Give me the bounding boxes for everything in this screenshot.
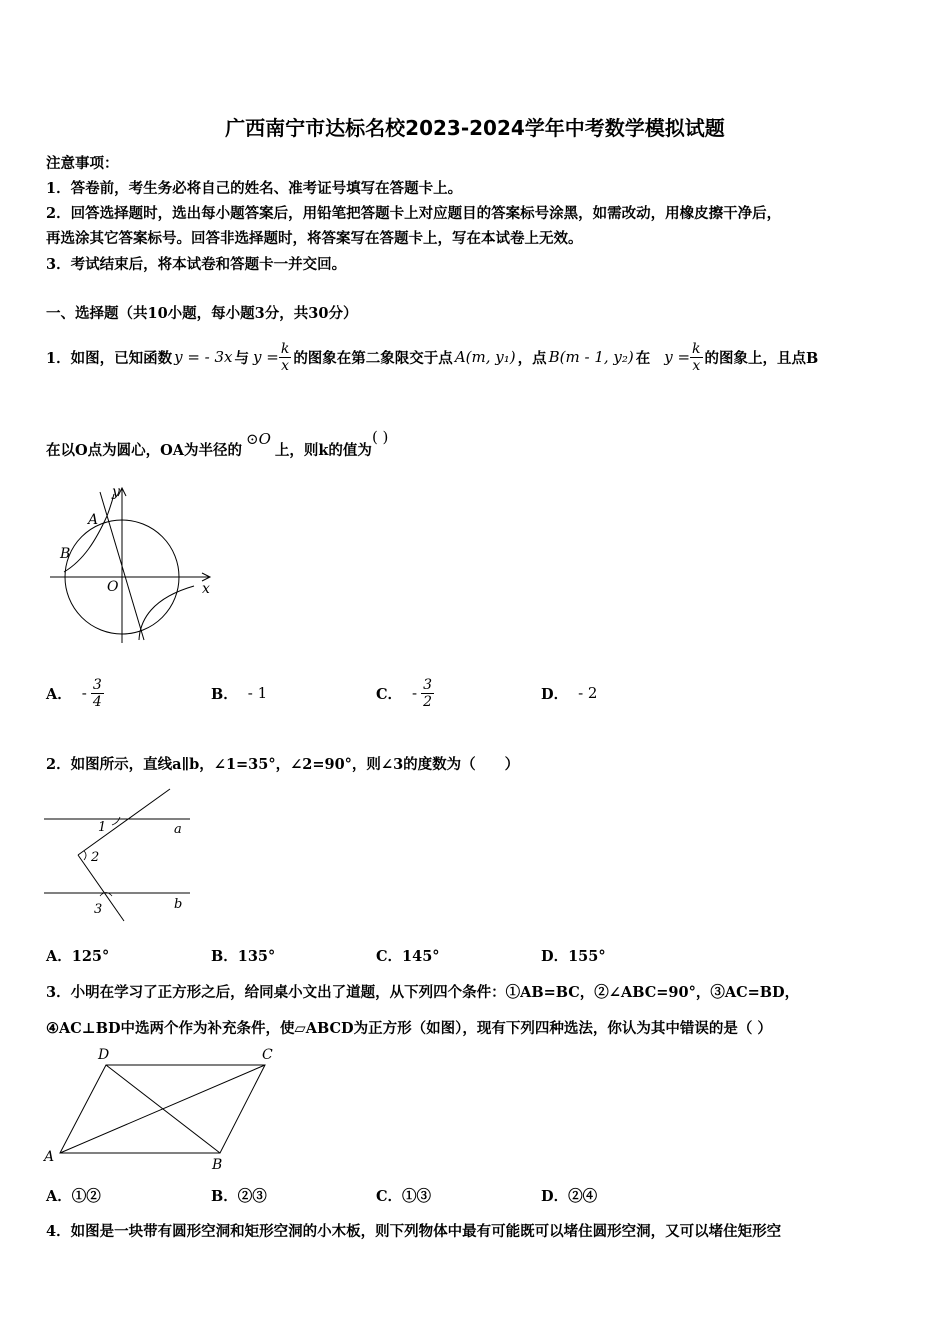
q2-option-d[interactable]: D．155° — [541, 948, 606, 965]
q1-math-y-2: y = — [664, 348, 691, 366]
q1-point-a: A(m, y₁) — [454, 348, 516, 366]
q3-line2: ④AC⊥BD中选两个作为补充条件，使▱ABCD为正方形（如图），现有下列四种选法，你认为其中错误的是（ ） — [46, 1020, 772, 1037]
q3-label-d: D — [98, 1047, 110, 1063]
q3-label-c: C — [262, 1047, 273, 1063]
q1-option-c[interactable] — [376, 668, 434, 718]
q1-label-x: x — [202, 581, 210, 597]
q1-label-a: A — [88, 512, 99, 528]
q1-option-a[interactable] — [46, 668, 104, 718]
q3-option-c[interactable]: C．①③ — [376, 1188, 432, 1205]
q1-text-6: 的图象上，且点B — [704, 349, 819, 367]
q1-option-b[interactable] — [211, 668, 267, 718]
q2-option-a[interactable]: A．125° — [46, 948, 110, 965]
q1-option-a-sign: - — [81, 684, 87, 702]
q2-angle-2-mark — [84, 851, 86, 860]
notice-heading: 注意事项： — [46, 155, 119, 172]
q1-label-b: B — [60, 546, 71, 562]
q3-label-b: B — [212, 1157, 223, 1173]
q2-label-1: 1 — [98, 820, 107, 835]
q4-text: 4．如图是一块带有圆形空洞和矩形空洞的小木板，则下列物体中最有可能既可以堵住圆形空洞，又可以堵住矩形空 — [46, 1223, 782, 1240]
q2-text: 2．如图所示，直线a∥b，∠1=35°，∠2=90°，则∠3的度数为（ ） — [46, 756, 520, 773]
q1-option-c-fraction: $\frac{3}{2}$ — [423, 676, 433, 710]
q1-circle-o: ⊙O — [246, 430, 271, 448]
q2-option-b[interactable]: B．135° — [211, 948, 276, 965]
q1-math-y: y = — [253, 348, 279, 366]
q1-text-8: 上，则k的值为 — [274, 442, 372, 459]
q2-label-3: 3 — [94, 902, 103, 917]
q1-text-5: 在 — [635, 349, 651, 367]
notice-item-1: 1．答卷前，考生务必将自己的姓名、准考证号填写在答题卡上。 — [46, 180, 463, 197]
q1-option-d-value: - 2 — [578, 684, 598, 702]
q1-label-y: y — [112, 484, 120, 500]
q1-text-2: 与 — [234, 349, 250, 367]
q3-option-b[interactable]: B．②③ — [211, 1188, 267, 1205]
q1-text-3: 的图象在第二象限交于点 — [293, 349, 453, 367]
q1-text-1: 1．如图，已知函数 — [46, 349, 173, 367]
q1-figure — [44, 480, 219, 650]
q1-option-d[interactable] — [541, 668, 597, 718]
q2-figure — [44, 785, 194, 925]
q1-fraction-k-x: $\frac{k}{x}$ — [280, 340, 290, 374]
q2-angle-1-arc — [112, 817, 120, 825]
q2-label-a: a — [174, 822, 182, 837]
section-heading: 一、选择题（共10小题，每小题3分，共30分） — [46, 305, 358, 322]
q1-line2 — [46, 424, 388, 460]
q2-label-2: 2 — [91, 850, 100, 865]
q3-option-d[interactable]: D．②④ — [541, 1188, 598, 1205]
q2-label-b: b — [174, 897, 183, 912]
q1-line1 — [46, 332, 818, 382]
q1-option-c-sign: - — [412, 684, 418, 702]
notice-item-3: 3．考试结束后，将本试卷和答题卡一并交回。 — [46, 256, 347, 273]
q1-option-b-label: B． — [211, 685, 238, 703]
q3-figure — [40, 1043, 290, 1173]
q1-math-line: y = - 3x — [174, 348, 233, 366]
q1-point-b: B(m - 1, y₂) — [548, 348, 634, 366]
q1-option-d-label: D． — [541, 685, 569, 703]
q1-option-a-fraction: $\frac{3}{4}$ — [92, 676, 102, 710]
q3-label-a: A — [44, 1149, 55, 1165]
q1-answer-paren: ( ) — [371, 428, 389, 446]
q2-option-c[interactable]: C．145° — [376, 948, 440, 965]
q1-option-a-label: A． — [46, 685, 72, 703]
q1-fraction-k-x-2: $\frac{k}{x}$ — [692, 340, 701, 374]
notice-item-2: 2．回答选择题时，选出每小题答案后，用铅笔把答题卡上对应题目的答案标号涂黑，如需改动，用橡皮擦干净后， — [46, 205, 782, 222]
q1-text-7: 在以O点为圆心，OA为半径的 — [46, 442, 243, 459]
q2-upper-segment — [78, 789, 170, 855]
page-title: 广西南宁市达标名校2023-2024学年中考数学模拟试题 — [225, 116, 725, 140]
notice-item-2-cont: 再选涂其它答案标号。回答非选择题时，将答案写在答题卡上，写在本试卷上无效。 — [46, 230, 583, 247]
q3-option-a[interactable]: A．①② — [46, 1188, 101, 1205]
q3-diagonal-bd — [106, 1065, 220, 1153]
q1-option-b-value: - 1 — [247, 684, 268, 702]
q1-option-c-label: C． — [376, 685, 403, 703]
q1-label-o: O — [107, 579, 119, 595]
q3-line1: 3．小明在学习了正方形之后，给同桌小文出了道题，从下列四个条件：①AB=BC，②∠ABC=90°，③AC=BD， — [46, 984, 800, 1001]
q1-text-4: ，点 — [517, 349, 547, 367]
q1-hyperbola-upper — [64, 494, 114, 572]
